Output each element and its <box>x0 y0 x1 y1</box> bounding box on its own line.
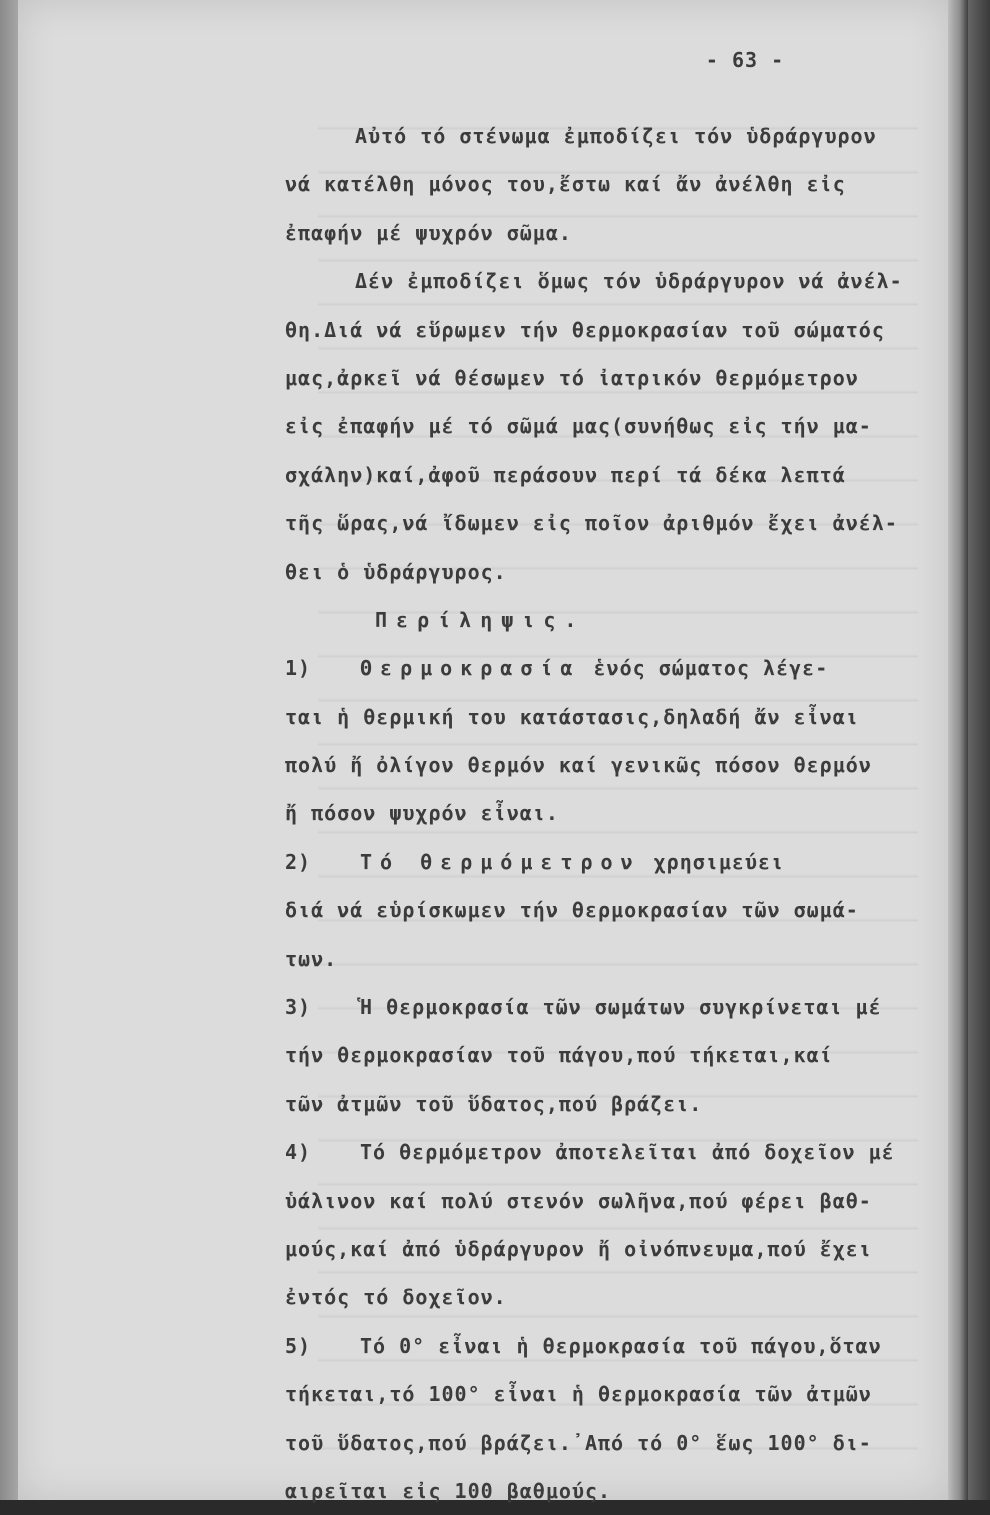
summary-heading: Περίληψις. <box>375 607 586 632</box>
summary-item-2 <box>285 838 925 983</box>
paragraph-2 <box>285 257 925 596</box>
item-term: Θερμοκρασία <box>360 656 581 681</box>
item-text: Τό 0° εἶναι ἡ θερμοκρασία τοῦ πάγου,ὅταν <box>360 1333 882 1358</box>
text-line: ἐπαφήν μέ ψυχρόν σῶμα. <box>285 220 572 245</box>
item-text: χρησιμεύει <box>653 849 785 874</box>
text-line: θει ὁ ὑδράργυρος. <box>285 559 507 584</box>
item-text: Τό θερμόμετρον ἀποτελεῖται ἀπό δοχεῖον μέ <box>360 1140 895 1165</box>
text-line: Δέν ἐμποδίζει ὅμως τόν ὑδράργυρον νά ἀνέλ- <box>355 269 903 294</box>
text-line: τῶν ἀτμῶν τοῦ ὕδατος,πού βράζει. <box>285 1091 703 1116</box>
text-line <box>285 644 925 692</box>
text-line: ται ἡ θερμική του κατάστασις,δηλαδή ἄν εἶναι <box>285 704 859 729</box>
item-number: 3) <box>285 995 312 1020</box>
text-line: τοῦ ὕδατος,πού βράζει.᾿Από τό 0° ἕως 100° δι- <box>285 1430 872 1455</box>
summary-item-5 <box>285 1322 925 1515</box>
text-line: διά νά εὑρίσκωμεν τήν θερμοκρασίαν τῶν σωμά- <box>285 898 859 923</box>
text-line: νά κατέλθη μόνος του,ἔστω καί ἄν ἀνέλθη εἰς <box>285 172 846 197</box>
text-line <box>285 1322 925 1370</box>
page-edge-shadow <box>948 0 968 1500</box>
text-line: των. <box>285 946 338 971</box>
text-line: εἰς ἐπαφήν μέ τό σῶμά μας(συνήθως εἰς τήν μα- <box>285 414 872 439</box>
text-line: τήκεται,τό 100° εἶναι ἡ θερμοκρασία τῶν ἀτμῶν <box>285 1382 872 1407</box>
item-number: 5) <box>285 1333 312 1358</box>
text-line: σχάλην)καί,ἀφοῦ περάσουν περί τά δέκα λεπτά <box>285 462 846 487</box>
text-line: αιρεῖται εἰς 100 βαθμούς. <box>285 1478 612 1503</box>
item-number: 1) <box>285 656 312 681</box>
item-term: Τό θερμόμετρον <box>360 849 641 874</box>
item-number: 2) <box>285 849 312 874</box>
text-line: ἤ πόσον ψυχρόν εἶναι. <box>285 801 559 826</box>
item-text: Ἡ θερμοκρασία τῶν σωμάτων συγκρίνεται μέ <box>360 995 882 1020</box>
page-number: - 63 - <box>705 48 785 72</box>
text-line: ἐντός τό δοχεῖον. <box>285 1285 507 1310</box>
text-line <box>285 983 925 1031</box>
text-line: τῆς ὥρας,νά ἴδωμεν εἰς ποῖον ἀριθμόν ἔχει ἀνέλ- <box>285 511 898 536</box>
text-line <box>285 1128 925 1176</box>
item-number: 4) <box>285 1140 312 1165</box>
text-line: μας,ἀρκεῖ νά θέσωμεν τό ἰατρικόν θερμόμετρον <box>285 365 859 390</box>
text-line: ὑάλινον καί πολύ στενόν σωλῆνα,πού φέρει βαθ- <box>285 1188 872 1213</box>
summary-item-3 <box>285 983 925 1128</box>
text-line: θη.Διά νά εὕρωμεν τήν θερμοκρασίαν τοῦ σώματός <box>285 317 885 342</box>
text-line: πολύ ἤ ὀλίγον θερμόν καί γενικῶς πόσον θερμόν <box>285 753 872 778</box>
summary-item-1 <box>285 644 925 838</box>
document-content <box>285 40 925 1515</box>
text-line: τήν θερμοκρασίαν τοῦ πάγου,πού τήκεται,καί <box>285 1043 833 1068</box>
summary-item-4 <box>285 1128 925 1322</box>
text-line <box>285 838 925 886</box>
item-text: ἑνός σώματος λέγε- <box>593 656 829 681</box>
text-line: μούς,καί ἀπό ὑδράργυρον ἤ οἰνόπνευμα,πού ἔχει <box>285 1236 872 1261</box>
paragraph-1 <box>285 112 925 257</box>
text-line: Αὐτό τό στένωμα ἐμποδίζει τόν ὑδράργυρον <box>355 124 877 148</box>
